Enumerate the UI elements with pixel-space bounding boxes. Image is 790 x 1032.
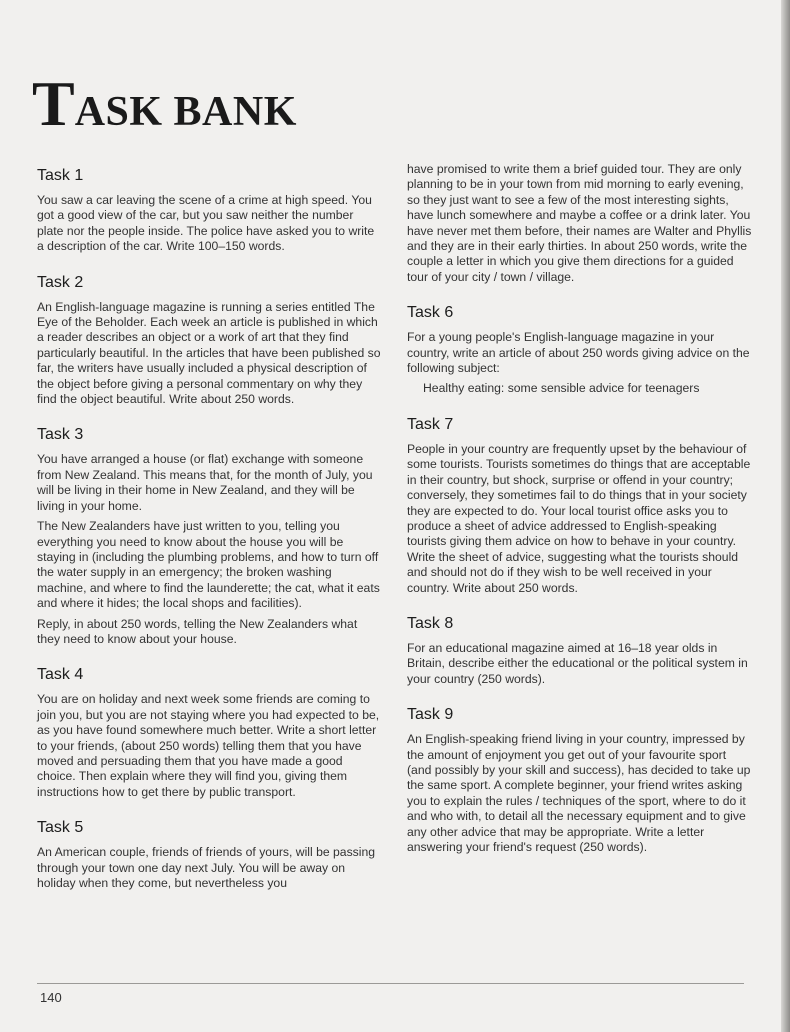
task-1-title: Task 1 — [37, 167, 84, 184]
task-5-paragraph-continued: have promised to write them a brief guided tour. They are only planning to be in your town from mid morning to early evening, so they just want to see a few of the most interesting sights, have lunch somewhere and maybe a coffee or a drink later. You have never met them before, their names are Walter and Phyllis and they are in their early thirties. In about 250 words, write the couple a letter in which you give them directions for a guided tour of your city / town / village. — [407, 162, 752, 284]
left-column — [37, 166, 382, 909]
page-title-rest: ASK BANK — [74, 89, 297, 135]
task-9-paragraph: An English-speaking friend living in your country, impressed by the amount of enjoyment you get out of your favourite sport (and possibly by your skill and success), has decided to take up the same sport. A complete beginner, your friend writes asking you to explain the rules / techniques of the sport, where to do it and who with, to detail all the necessary equipment and to give any other advice that may be appropriate. Write a letter answering your friend's request (250 words). — [407, 732, 751, 854]
task-2 — [37, 273, 382, 408]
task-3-paragraph-3: Reply, in about 250 words, telling the New Zealanders what they need to know about your house. — [37, 616, 358, 646]
page-number: 140 — [40, 990, 62, 1005]
task-1-paragraph: You saw a car leaving the scene of a crime at high speed. You got a good view of the car, but you saw neither the number plate nor the people inside. The police have asked you to write a description of the car. Write 100–150 words. — [37, 193, 375, 254]
task-5-continued — [407, 162, 752, 285]
task-9-title: Task 9 — [407, 706, 454, 724]
task-3-title: Task 3 — [37, 426, 84, 444]
task-4-paragraph: You are on holiday and next week some friends are coming to join you, but you are not staying where you had expected to be, as you have found somewhere much better. Write a short letter to your friends, (about 250 words) telling them that you have moved and persuading them that you have made a good choice. Then explain where they will find you, giving them instructions how to get there by public transport. — [37, 692, 380, 799]
task-6-title: Task 6 — [407, 304, 454, 322]
task-2-title: Task 2 — [37, 273, 84, 291]
task-6-subject: Healthy eating: some sensible advice for teenagers — [423, 381, 700, 396]
task-7-paragraph: People in your country are frequently upset by the behaviour of some tourists. Tourists sometimes do things that are acceptable in their country, but shock, surprise or offend in your country; conversely, they sometimes fail to do things that in your society they are expected to do. Your local tourist office asks you to produce a sheet of advice addressed to English-speaking tourists giving them advice on how to behave in your country. Write the sheet of advice, suggesting what the tourists should and should not do if they wish to be well received in your country. Write about 250 words. — [407, 441, 751, 595]
task-3-paragraph-1: You have arranged a house (or flat) exchange with someone from New Zealand. This means that, for the month of July, you will be living in their home in New Zealand, and they will be living in your home. — [37, 452, 373, 513]
task-3-paragraph-2: The New Zealanders have just written to you, telling you everything you need to know about the house you will be staying in (including the plumbing problems, and how to turn off the water supply in an emergency; the broken washing machine, and where to find the launderette; the cat, what it eats and where it hides; the local shops and facilities). — [37, 519, 380, 611]
page-title-initial: T — [32, 68, 75, 139]
task-9 — [407, 705, 752, 855]
task-2-paragraph: An English-language magazine is running a series entitled The Eye of the Beholder. Each week an article is published in which a reader describes an object or a work of art that they find particularly beautiful. In the articles that have been published so far, the writers have usually included a physical description of the object before giving a personal commentary on why they find the object beautiful. Write about 250 words. — [37, 299, 381, 407]
task-4-title: Task 4 — [37, 666, 84, 684]
task-7-title: Task 7 — [407, 415, 454, 433]
task-5-paragraph-start: An American couple, friends of friends of yours, will be passing through your town one day next July. You will be away on holiday when they come, but nevertheless you — [37, 845, 376, 890]
page-title — [32, 68, 297, 139]
footer-divider — [37, 983, 744, 984]
task-8-title: Task 8 — [407, 614, 454, 632]
task-3 — [37, 425, 382, 647]
page-edge-shadow — [781, 0, 790, 1032]
task-1 — [37, 166, 382, 255]
task-8-paragraph: For an educational magazine aimed at 16–18 year olds in Britain, describe either the educational or the political system in your country (250 words). — [407, 640, 748, 686]
right-column — [407, 162, 752, 873]
task-5-title: Task 5 — [37, 819, 84, 837]
task-6 — [407, 303, 752, 397]
task-4 — [37, 665, 382, 800]
task-7 — [407, 415, 752, 596]
task-6-paragraph: For a young people's English-language magazine in your country, write an article of about 250 words giving advice on the following subject: — [407, 330, 750, 376]
task-8 — [407, 614, 752, 687]
task-5 — [37, 818, 382, 891]
